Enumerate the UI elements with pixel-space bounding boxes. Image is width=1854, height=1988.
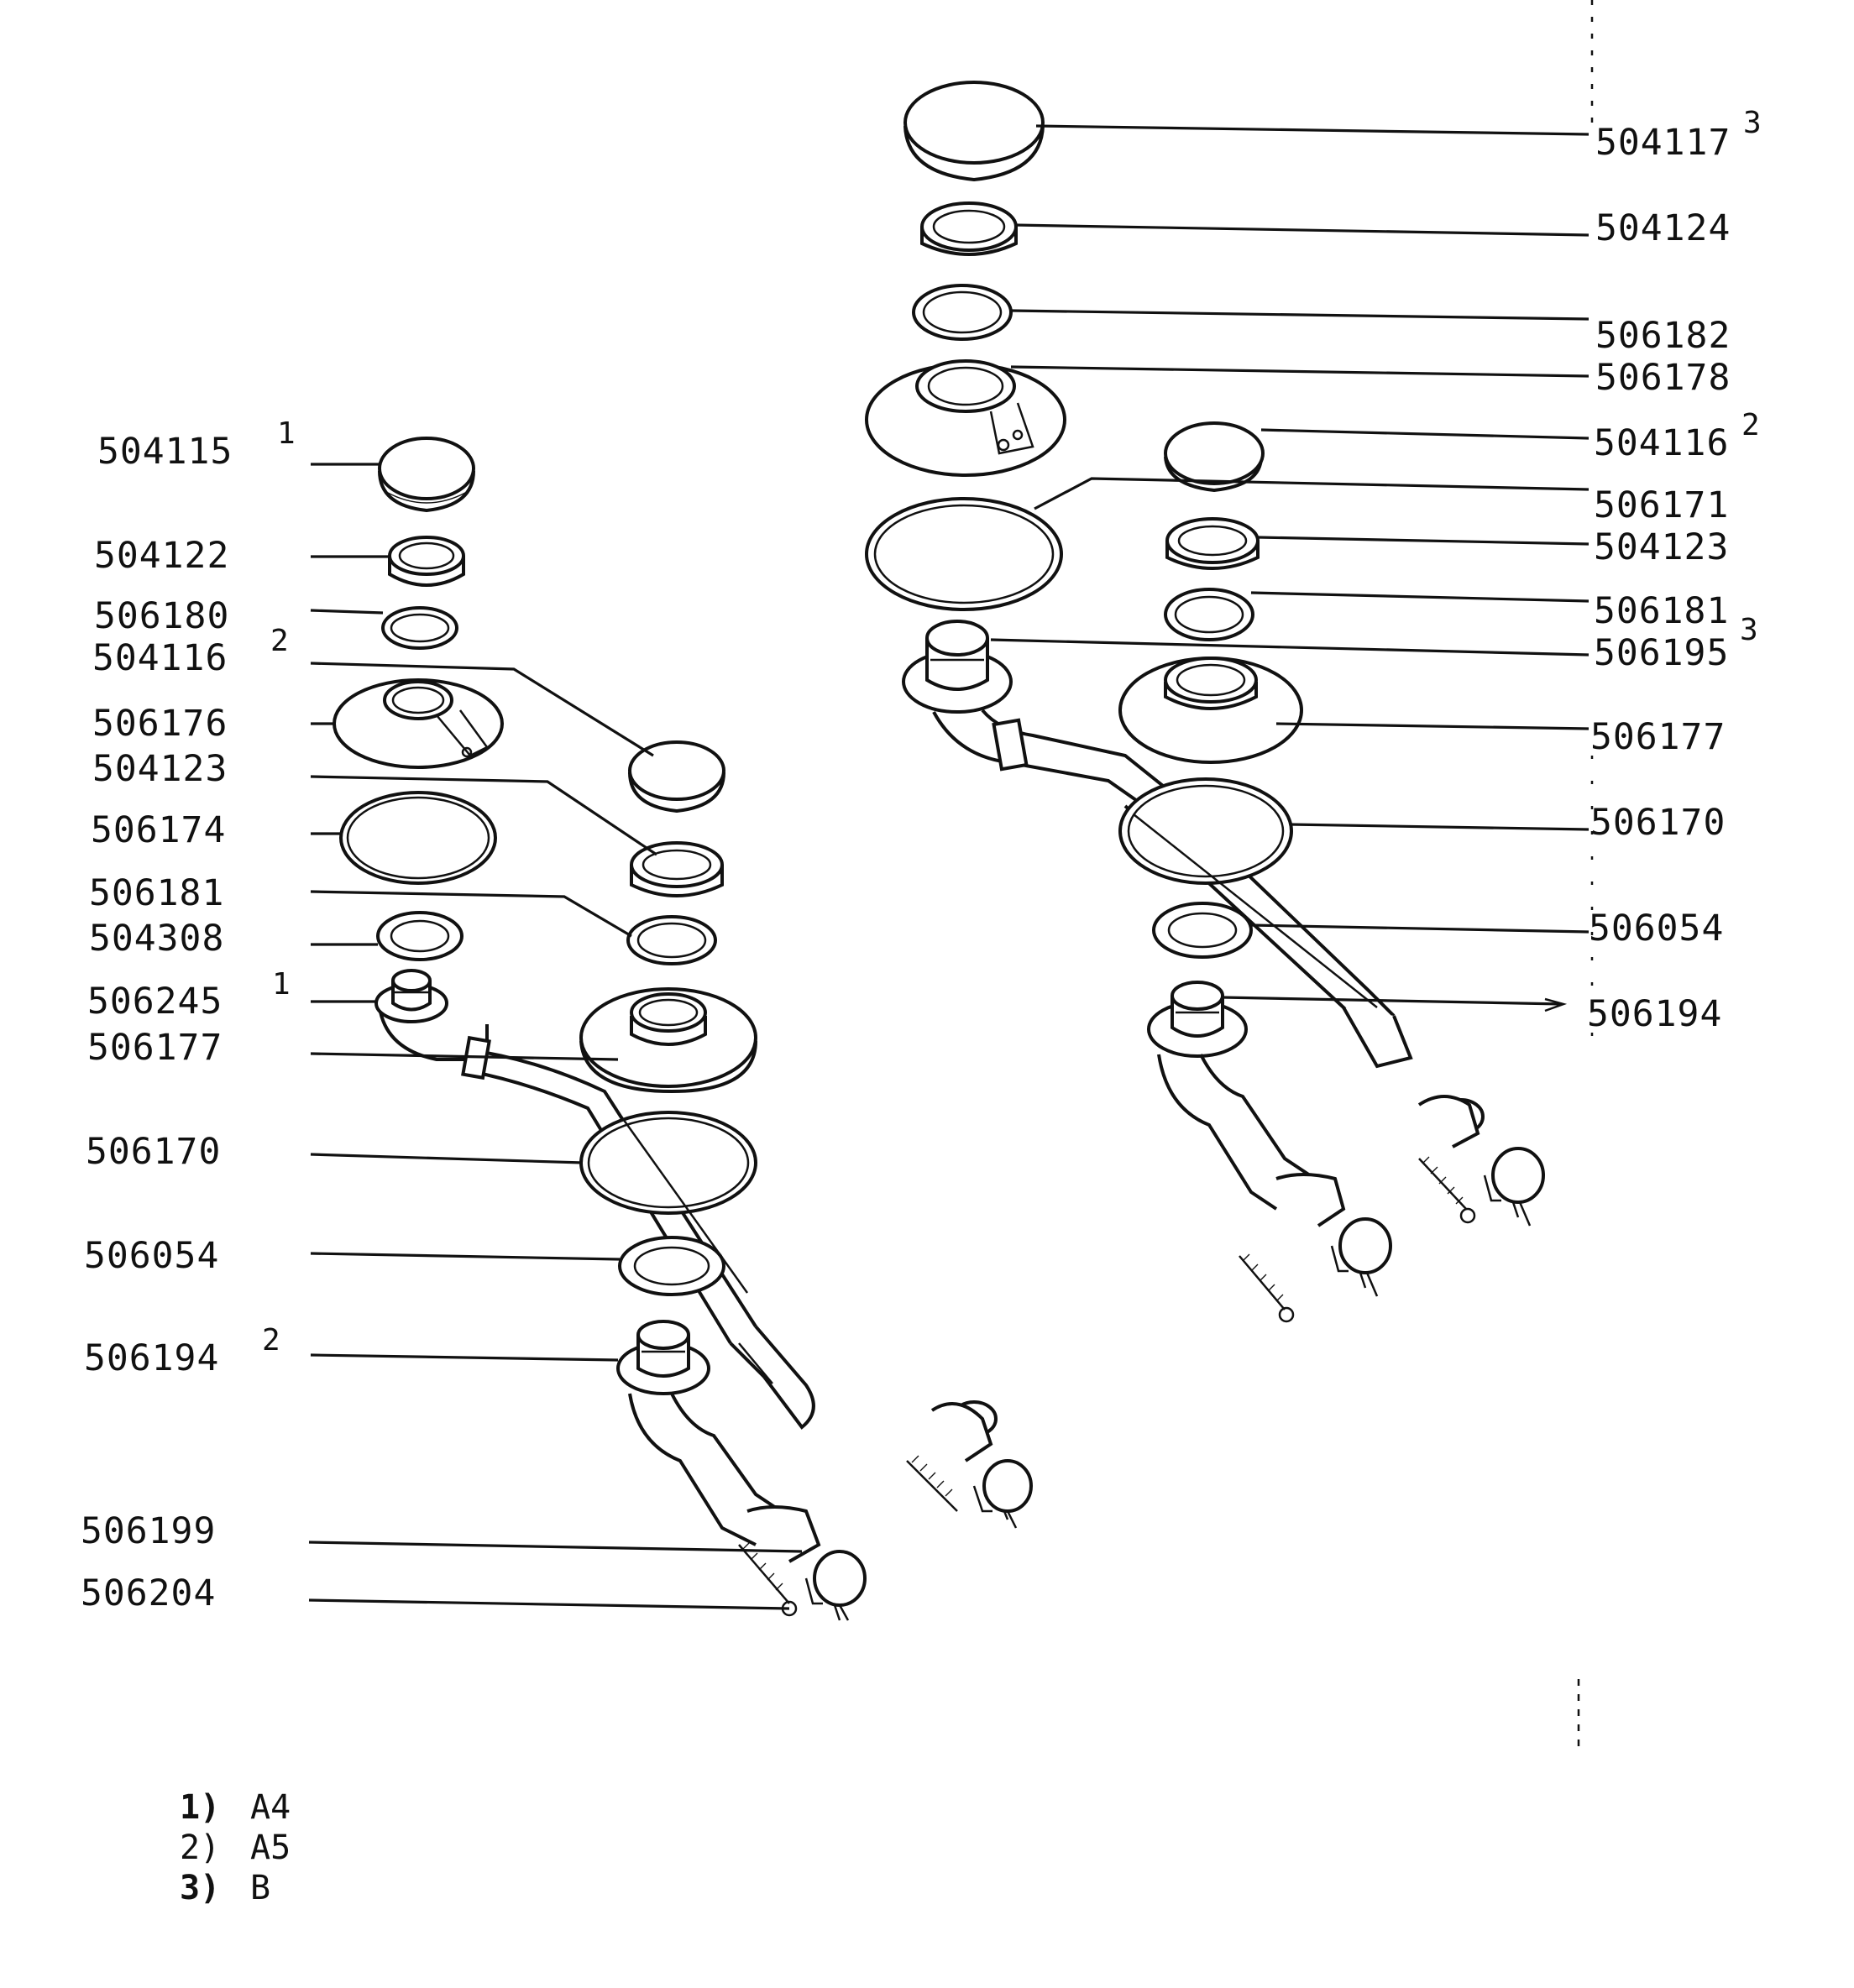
right-plate-506178 (867, 361, 1065, 475)
leader-r-506181 (1251, 593, 1589, 601)
sup-l-506245: 1 (272, 967, 291, 1002)
label-l-506174: 506174 (91, 809, 227, 851)
leader-lines (309, 126, 1589, 1609)
label-l-506194: 506194 (84, 1337, 220, 1379)
label-l-506181: 506181 (89, 872, 225, 914)
label-l-506054: 506054 (84, 1235, 220, 1277)
label-r-506177: 506177 (1590, 716, 1726, 758)
right-ring-506182 (914, 285, 1011, 339)
label-l-506177: 506177 (87, 1027, 223, 1069)
label-r-504124: 504124 (1595, 207, 1731, 249)
leader-r-504123 (1258, 537, 1589, 544)
left-plate-506176 (334, 680, 502, 767)
label-l-504115: 504115 (97, 431, 233, 473)
label-r-506178: 506178 (1595, 357, 1731, 399)
leader-r-506171 (1034, 479, 1589, 509)
leader-r-506178 (1011, 367, 1589, 376)
label-l-504116: 504116 (92, 637, 228, 679)
leader-r-506177 (1276, 724, 1589, 729)
legend-num-1: 1) (180, 1788, 221, 1827)
sup-r-506181: 3 (1740, 613, 1758, 647)
label-r-504123: 504123 (1594, 526, 1730, 568)
label-l-506245: 506245 (87, 981, 223, 1023)
leader-r-504116 (1261, 430, 1589, 438)
sup-r-504116: 2 (1741, 408, 1760, 442)
left-washer-504308 (378, 913, 462, 960)
label-l-504123: 504123 (92, 748, 228, 790)
label-r-506054: 506054 (1589, 908, 1725, 950)
right-labels (1587, 106, 1762, 1035)
left-elbow-506194 (618, 1321, 865, 1620)
label-l-506176: 506176 (92, 703, 228, 745)
right-cap-504117 (905, 82, 1043, 180)
leader-l-506180 (311, 610, 383, 613)
right-elbow-506194 (1149, 982, 1390, 1321)
leader-l-506194 (311, 1355, 618, 1360)
label-r-506181: 506181 (1594, 590, 1730, 632)
label-l-506204: 506204 (81, 1572, 217, 1614)
label-l-506170: 506170 (86, 1131, 222, 1173)
left-nut-504122 (390, 537, 464, 585)
left-plate-506177 (581, 989, 756, 1091)
left-nut-504123 (631, 843, 722, 896)
leader-l-506181 (311, 892, 631, 936)
leader-r-506194 (1223, 997, 1562, 1004)
leader-r-506195 (991, 640, 1589, 655)
legend-text-1: A4 (250, 1788, 291, 1827)
label-l-506199: 506199 (81, 1510, 217, 1552)
leader-l-506204 (309, 1600, 789, 1609)
legend-text-2: A5 (250, 1828, 291, 1867)
right-washer-506054 (1154, 903, 1251, 957)
sup-l-504115: 1 (277, 416, 296, 451)
sup-l-506194: 2 (262, 1323, 280, 1358)
leader-r-504117 (1036, 126, 1589, 134)
leader-l-506054 (311, 1253, 620, 1259)
label-l-504308: 504308 (89, 918, 225, 960)
legend-text-3: B (250, 1869, 271, 1907)
label-r-506171: 506171 (1594, 484, 1730, 526)
label-r-506194: 506194 (1587, 993, 1723, 1035)
left-ring-506180 (383, 608, 457, 648)
left-cap-504116 (630, 742, 724, 811)
sup-r-504117: 3 (1743, 106, 1762, 140)
left-ring-506181 (628, 917, 715, 964)
legend (180, 1788, 291, 1907)
leader-l-506199 (309, 1542, 802, 1551)
right-assembly-drawing (867, 82, 1543, 1321)
left-hose-upper (463, 1038, 1031, 1528)
left-oring-506174 (341, 793, 495, 883)
left-labels (81, 416, 296, 1614)
sup-l-504116: 2 (270, 624, 289, 658)
legend-num-2: 2) (180, 1828, 221, 1867)
right-plate-506177 (1120, 658, 1301, 762)
left-washer-506054 (620, 1237, 724, 1295)
label-r-504117: 504117 (1595, 122, 1731, 164)
legend-num-3: 3) (180, 1869, 221, 1907)
left-assembly-drawing (334, 438, 1031, 1620)
leader-r-506182 (1011, 311, 1589, 319)
right-ring-506181 (1165, 589, 1253, 640)
right-nut-504124 (922, 203, 1016, 254)
leader-r-506170 (1290, 824, 1589, 829)
label-r-504116: 504116 (1594, 422, 1730, 464)
leader-r-504124 (1014, 225, 1589, 235)
label-r-506195: 506195 (1594, 632, 1730, 674)
right-oring-506171 (867, 499, 1061, 609)
label-r-506182: 506182 (1595, 315, 1731, 357)
left-cap-504115 (380, 438, 474, 510)
label-l-506180: 506180 (94, 595, 230, 637)
label-r-506170: 506170 (1590, 802, 1726, 844)
right-oring-506170 (1120, 779, 1377, 1007)
right-nut-504123 (1167, 519, 1258, 568)
page-edge-marks (1579, 0, 1592, 1746)
label-l-504122: 504122 (94, 535, 230, 577)
leader-l-506170 (311, 1154, 583, 1163)
